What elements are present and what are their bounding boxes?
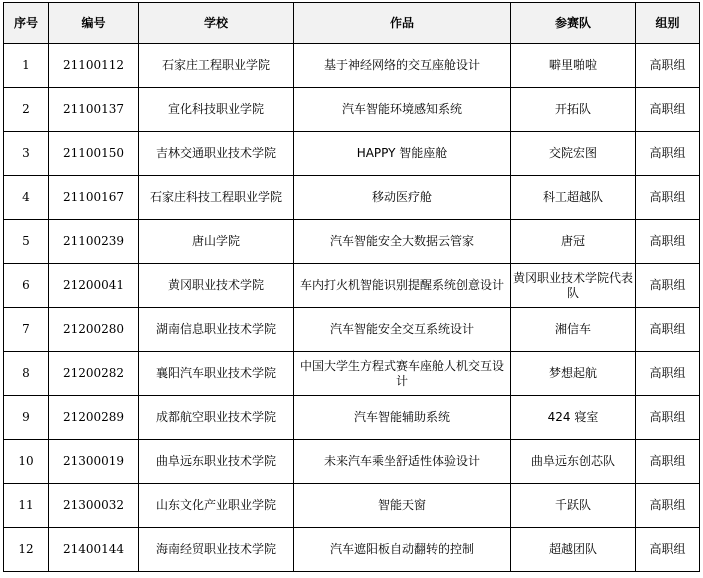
table-row [4,132,700,176]
cell-school: 唐山学院 [139,220,294,264]
cell-team: 交院宏图 [511,132,636,176]
cell-team: 湘信车 [511,308,636,352]
table-row [4,528,700,572]
cell-school: 宣化科技职业学院 [139,88,294,132]
cell-school: 海南经贸职业技术学院 [139,528,294,572]
cell-team: 噼里啪啦 [511,44,636,88]
cell-code: 21100239 [49,220,139,264]
cell-school: 山东文化产业职业学院 [139,484,294,528]
cell-group: 高职组 [636,352,700,396]
cell-school: 曲阜远东职业技术学院 [139,440,294,484]
cell-index: 11 [4,484,49,528]
cell-code: 21400144 [49,528,139,572]
cell-team: 开拓队 [511,88,636,132]
table-row [4,220,700,264]
cell-team: 唐冠 [511,220,636,264]
cell-work: 中国大学生方程式赛车座舱人机交互设计 [294,352,511,396]
cell-code: 21100150 [49,132,139,176]
table-row [4,484,700,528]
cell-index: 5 [4,220,49,264]
cell-team: 超越团队 [511,528,636,572]
cell-group: 高职组 [636,88,700,132]
cell-code: 21300032 [49,484,139,528]
header-work: 作品 [294,3,511,44]
table-row [4,440,700,484]
cell-work: 移动医疗舱 [294,176,511,220]
cell-index: 10 [4,440,49,484]
cell-index: 8 [4,352,49,396]
cell-school: 吉林交通职业技术学院 [139,132,294,176]
cell-work: HAPPY 智能座舱 [294,132,511,176]
cell-group: 高职组 [636,396,700,440]
cell-team: 梦想起航 [511,352,636,396]
table-row [4,44,700,88]
cell-index: 7 [4,308,49,352]
table-row [4,396,700,440]
table-row [4,264,700,308]
cell-team: 黄冈职业技术学院代表队 [511,264,636,308]
header-school: 学校 [139,3,294,44]
header-team: 参赛队 [511,3,636,44]
cell-code: 21200282 [49,352,139,396]
cell-work: 汽车智能环境感知系统 [294,88,511,132]
cell-work: 汽车智能安全交互系统设计 [294,308,511,352]
cell-group: 高职组 [636,484,700,528]
cell-code: 21300019 [49,440,139,484]
cell-group: 高职组 [636,440,700,484]
cell-code: 21100112 [49,44,139,88]
cell-work: 智能天窗 [294,484,511,528]
cell-school: 石家庄科技工程职业学院 [139,176,294,220]
table-row [4,176,700,220]
cell-index: 1 [4,44,49,88]
header-code: 编号 [49,3,139,44]
cell-code: 21200280 [49,308,139,352]
cell-work: 基于神经网络的交互座舱设计 [294,44,511,88]
table-row [4,352,700,396]
cell-work: 车内打火机智能识别提醒系统创意设计 [294,264,511,308]
header-index: 序号 [4,3,49,44]
cell-school: 黄冈职业技术学院 [139,264,294,308]
cell-school: 成都航空职业技术学院 [139,396,294,440]
cell-group: 高职组 [636,44,700,88]
results-table [3,2,700,572]
cell-index: 9 [4,396,49,440]
cell-team: 科工超越队 [511,176,636,220]
cell-school: 石家庄工程职业学院 [139,44,294,88]
cell-code: 21100167 [49,176,139,220]
table-header-row [4,3,700,44]
table-row [4,308,700,352]
cell-team: 曲阜远东创芯队 [511,440,636,484]
cell-index: 12 [4,528,49,572]
cell-group: 高职组 [636,220,700,264]
cell-school: 湖南信息职业技术学院 [139,308,294,352]
cell-work: 未来汽车乘坐舒适性体验设计 [294,440,511,484]
cell-group: 高职组 [636,528,700,572]
cell-code: 21200289 [49,396,139,440]
cell-index: 6 [4,264,49,308]
cell-team: 千跃队 [511,484,636,528]
cell-index: 4 [4,176,49,220]
cell-group: 高职组 [636,176,700,220]
cell-school: 襄阳汽车职业技术学院 [139,352,294,396]
cell-team: 424 寝室 [511,396,636,440]
cell-group: 高职组 [636,132,700,176]
table-row [4,88,700,132]
cell-work: 汽车遮阳板自动翻转的控制 [294,528,511,572]
cell-work: 汽车智能辅助系统 [294,396,511,440]
cell-work: 汽车智能安全大数据云管家 [294,220,511,264]
cell-code: 21200041 [49,264,139,308]
cell-group: 高职组 [636,308,700,352]
header-group: 组别 [636,3,700,44]
cell-index: 3 [4,132,49,176]
cell-code: 21100137 [49,88,139,132]
cell-group: 高职组 [636,264,700,308]
cell-index: 2 [4,88,49,132]
